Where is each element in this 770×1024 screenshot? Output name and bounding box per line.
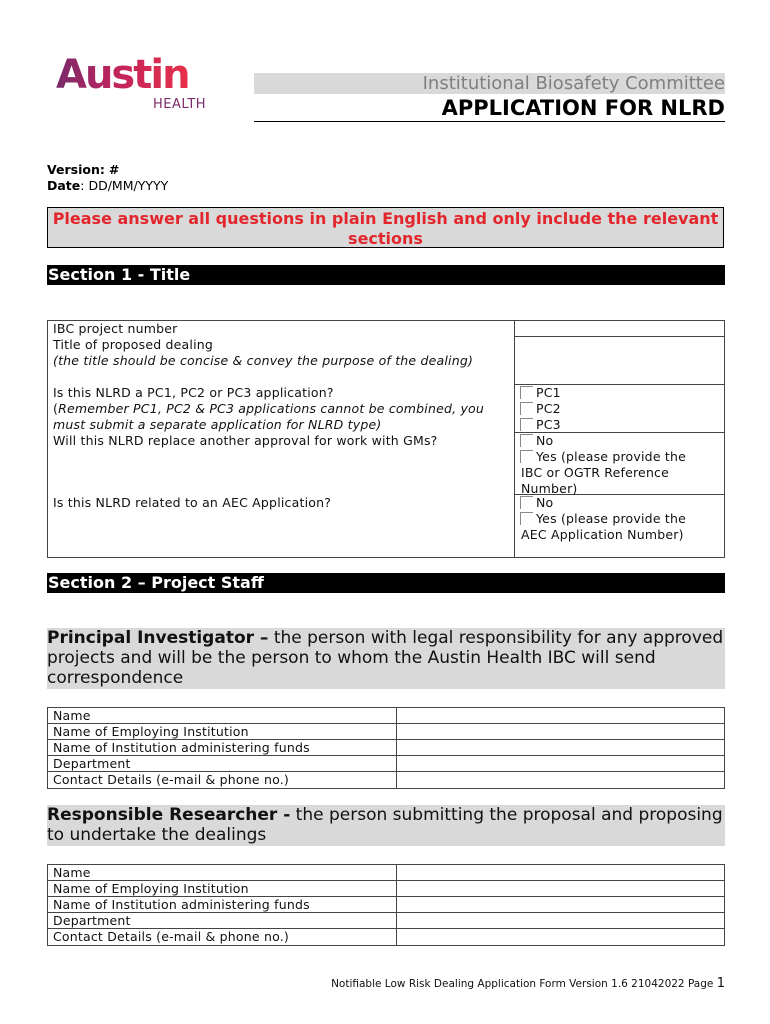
pc1-option[interactable]: PC1 xyxy=(520,385,561,401)
pc3-option[interactable]: PC3 xyxy=(520,417,561,433)
table-row: Name xyxy=(48,865,724,881)
principal-investigator-heading: Principal Investigator – the person with legal responsibility for any approved projects and will be the person to whom the Austin Health IBC will send correspondence xyxy=(47,628,724,688)
committee-subtitle: Institutional Biosafety Committee xyxy=(422,73,725,94)
section-2-header: Section 2 – Project Staff xyxy=(47,573,725,593)
page-number: 1 xyxy=(716,976,725,991)
replace-yes-line-3: Number) xyxy=(521,481,578,496)
table-row: Name xyxy=(48,708,724,724)
q-pc-level: Is this NLRD a PC1, PC2 or PC3 application? xyxy=(53,385,334,400)
aec-yes-checkbox[interactable] xyxy=(520,512,533,525)
table-row: Contact Details (e-mail & phone no.) xyxy=(48,929,724,945)
pc1-checkbox[interactable] xyxy=(520,386,533,399)
q-ibc-project-number: IBC project number xyxy=(53,321,178,336)
pc3-checkbox[interactable] xyxy=(520,418,533,431)
q-title-of-dealing: Title of proposed dealing xyxy=(53,337,214,352)
instruction-notice: Please answer all questions in plain English and only include the relevant sections xyxy=(47,207,724,248)
table-row: Department xyxy=(48,756,724,772)
table-row: Name of Institution administering funds xyxy=(48,897,724,913)
date-label: Date xyxy=(47,178,81,193)
q-replace-approval: Will this NLRD replace another approval for work with GMs? xyxy=(53,433,438,448)
version-block xyxy=(47,162,168,194)
version-label: Version: xyxy=(47,162,105,177)
replace-yes-line-2: IBC or OGTR Reference xyxy=(521,465,670,480)
version-value: # xyxy=(108,162,120,177)
logo-wordmark: Austin xyxy=(56,52,189,98)
austin-health-logo xyxy=(56,52,221,122)
table-row: Contact Details (e-mail & phone no.) xyxy=(48,772,724,788)
table-row: Name of Institution administering funds xyxy=(48,740,724,756)
principal-investigator-table xyxy=(47,707,725,789)
date-value: : DD/MM/YYYY xyxy=(80,178,169,193)
replace-yes-checkbox[interactable] xyxy=(520,450,533,463)
aec-yes-option[interactable]: Yes (please provide the xyxy=(520,511,686,527)
logo-subtext: HEALTH xyxy=(153,97,207,112)
aec-no-option[interactable]: No xyxy=(520,495,553,511)
table-row: Department xyxy=(48,913,724,929)
page-title: APPLICATION FOR NLRD xyxy=(254,96,725,122)
table-row: Name of Employing Institution xyxy=(48,724,724,740)
pc2-option[interactable]: PC2 xyxy=(520,401,561,417)
responsible-researcher-table xyxy=(47,864,725,946)
replace-yes-option[interactable]: Yes (please provide the xyxy=(520,449,686,465)
q-pc-note: (Remember PC1, PC2 & PC3 applications cannot be combined, you must submit a separate application for NLRD type) xyxy=(53,401,485,432)
pc2-checkbox[interactable] xyxy=(520,402,533,415)
title-input[interactable] xyxy=(518,337,718,383)
q-title-note: (the title should be concise & convey the purpose of the dealing) xyxy=(53,353,474,368)
responsible-researcher-heading: Responsible Researcher - the person submitting the proposal and proposing to undertake the dealings xyxy=(47,805,725,846)
section-1-header: Section 1 - Title xyxy=(47,265,725,285)
section-1-table xyxy=(47,320,725,558)
replace-no-checkbox[interactable] xyxy=(520,434,533,447)
table-row: Name of Employing Institution xyxy=(48,881,724,897)
aec-no-checkbox[interactable] xyxy=(520,496,533,509)
aec-yes-line-2: AEC Application Number) xyxy=(521,527,684,542)
q-aec-related: Is this NLRD related to an AEC Application? xyxy=(53,495,332,510)
page-footer: Notifiable Low Risk Dealing Application Form Version 1.6 21042022 Page 1 xyxy=(331,976,725,991)
replace-no-option[interactable]: No xyxy=(520,433,553,449)
